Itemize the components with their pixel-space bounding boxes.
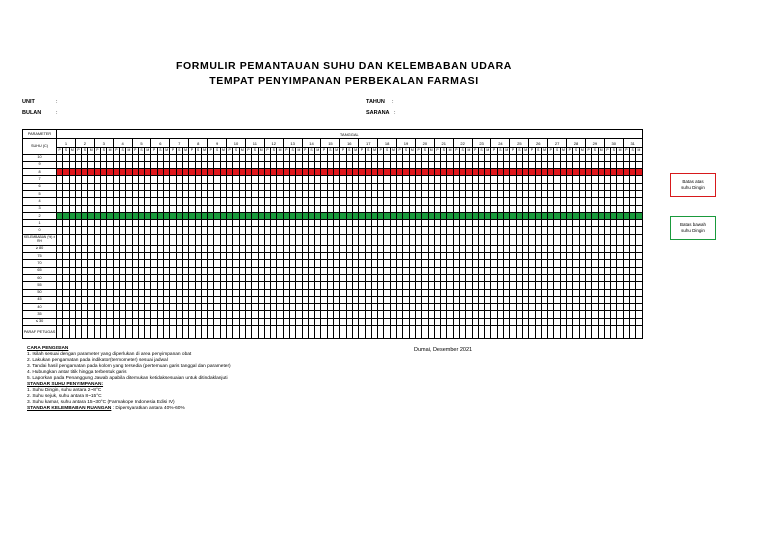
shift-header: S	[478, 148, 484, 155]
shift-header: M	[637, 148, 641, 153]
upper-limit-note	[670, 173, 716, 197]
shift-header: M	[184, 148, 187, 153]
shift-header: M	[108, 148, 112, 153]
header-row	[23, 130, 643, 139]
kelembaban-title: STANDAR KELEMBABAN RUANGAN	[27, 405, 112, 411]
shift-header: S	[63, 148, 69, 155]
day-header: 26	[529, 139, 548, 148]
input-cell[interactable]	[636, 289, 642, 296]
day-header: 6	[151, 139, 170, 148]
shift-header: M	[561, 148, 565, 153]
shift-header: P	[321, 148, 327, 155]
row-label: 8	[23, 169, 57, 176]
shift-header: S	[327, 148, 333, 155]
shift-header: S	[516, 148, 522, 155]
cara-item: 1. Isilah sesuai dengan parameter yang diperlukan di area penyimpanan obat	[27, 351, 192, 357]
day-header: 11	[245, 139, 264, 148]
input-cell[interactable]	[636, 282, 642, 289]
shift-header: P	[189, 148, 195, 155]
kelembaban-standard	[27, 406, 231, 412]
unit-field	[22, 99, 82, 105]
input-cell[interactable]	[636, 198, 642, 205]
shift-header: S	[308, 148, 314, 155]
bulan-colon: :	[56, 110, 58, 116]
shift-header: M	[203, 148, 206, 153]
shift-header: M	[127, 148, 131, 153]
tanggal-header: TANGGAL	[57, 130, 643, 139]
shift-header: S	[630, 148, 636, 155]
humidity-row	[23, 267, 643, 274]
row-label: 4	[23, 198, 57, 205]
suhu-standard-item: 1. Suhu Dingin, suhu antara 2~8°C	[27, 387, 102, 393]
shift-header: M	[278, 148, 282, 153]
instructions	[27, 346, 231, 411]
shift-header: M	[335, 148, 339, 153]
row-label: 3	[23, 205, 57, 212]
day-header: 7	[170, 139, 189, 148]
shift-header: S	[101, 148, 107, 155]
suhu-standard-item: 2. Suhu sejuk, suhu antara 8~15°C	[27, 393, 102, 399]
humidity-row	[23, 245, 643, 252]
lower-limit-line1: Batas bawah	[679, 222, 707, 227]
temp-row	[23, 169, 643, 176]
humidity-row	[23, 289, 643, 296]
kelembaban-text: : Dipersyaratkan antara 40%-60%	[112, 405, 185, 411]
row-label: 2	[23, 212, 57, 219]
row-label: 9	[23, 161, 57, 168]
form-subtitle: TEMPAT PENYIMPANAN PERBEKALAN FARMASI	[209, 75, 479, 87]
shift-header: S	[441, 148, 447, 155]
place-date: Dumai, Desember 2021	[414, 347, 473, 353]
shift-header: S	[422, 148, 428, 155]
sarana-label: SARANA	[366, 110, 390, 116]
row-label: ≥ 80	[23, 245, 57, 252]
shift-header: P	[585, 148, 591, 155]
humidity-label-row	[23, 234, 643, 245]
temp-row	[23, 154, 643, 161]
shift-header: P	[623, 148, 629, 155]
input-cell[interactable]	[636, 296, 642, 303]
paraf-row	[23, 326, 643, 339]
unit-colon: :	[56, 99, 58, 105]
shift-header: M	[599, 148, 603, 153]
input-cell[interactable]	[636, 318, 642, 325]
sarana-colon: :	[394, 110, 396, 116]
shift-header: S	[554, 148, 560, 155]
day-header: 13	[283, 139, 302, 148]
shift-header: S	[384, 148, 390, 155]
shift-header: S	[346, 148, 352, 155]
days-row	[23, 139, 643, 148]
shift-header: P	[151, 148, 157, 155]
temp-row	[23, 183, 643, 190]
input-cell[interactable]	[636, 176, 642, 183]
input-cell[interactable]	[636, 220, 642, 227]
shift-header: M	[391, 148, 395, 153]
temp-row	[23, 220, 643, 227]
shift-header: P	[113, 148, 119, 155]
input-cell[interactable]	[636, 212, 642, 219]
day-header: 20	[415, 139, 434, 148]
day-header: 15	[321, 139, 340, 148]
suhu-standard-item: 3. Suhu kamar, suhu antara 15~30°C (Farmakope Indonesia Edisi IV)	[27, 399, 175, 405]
cara-item: 5. Laporkan pada Penanggung Jawab apabila ditemukan ketidaksesuaian untuk ditindaklanjuti	[27, 375, 228, 381]
shift-header: P	[75, 148, 81, 155]
shift-header: S	[138, 148, 144, 155]
cara-item: 2. Lakukan pengamatan pada indikator(termometer) sesuai jadwal	[27, 357, 168, 363]
cara-item: 4. Hubungkan antar titik hingga terbentuk garis	[27, 369, 127, 375]
bulan-label: BULAN	[22, 110, 42, 116]
shift-header: M	[165, 148, 169, 153]
shift-header: M	[240, 148, 244, 153]
shift-header: M	[146, 148, 150, 153]
shift-header: P	[94, 148, 100, 155]
shift-header: P	[491, 148, 497, 155]
temp-row	[23, 190, 643, 197]
row-label: 50	[23, 289, 57, 296]
day-header: 27	[548, 139, 567, 148]
input-cell[interactable]	[636, 190, 642, 197]
shift-header: S	[119, 148, 125, 155]
input-cell[interactable]	[636, 311, 642, 318]
input-cell[interactable]	[636, 260, 642, 267]
shift-header: P	[359, 148, 365, 155]
day-header: 17	[359, 139, 378, 148]
shift-header: M	[618, 148, 622, 153]
row-label: 0	[23, 227, 57, 234]
row-label: 10	[23, 154, 57, 161]
temp-row	[23, 161, 643, 168]
shift-header: P	[397, 148, 403, 155]
lower-limit-note	[670, 216, 716, 240]
form-title: FORMULIR PEMANTAUAN SUHU DAN KELEMBABAN UDARA	[176, 60, 512, 72]
upper-limit-line2: suhu Dingin	[681, 185, 705, 190]
day-header: 22	[453, 139, 472, 148]
humidity-row	[23, 260, 643, 267]
input-cell[interactable]	[636, 161, 642, 168]
shift-header: S	[252, 148, 258, 155]
shift-header: P	[227, 148, 233, 155]
day-header: 31	[623, 139, 642, 148]
shift-header: S	[176, 148, 182, 155]
input-cell[interactable]	[636, 169, 642, 176]
shift-header: S	[365, 148, 371, 155]
day-header: 1	[57, 139, 76, 148]
monitoring-grid	[22, 129, 643, 339]
row-label: 65	[23, 267, 57, 274]
day-header: 4	[113, 139, 132, 148]
shift-header: M	[316, 148, 320, 153]
row-label: 35	[23, 311, 57, 318]
shift-header: P	[132, 148, 138, 155]
suhu-label: SUHU (C)	[23, 139, 57, 155]
shift-header: S	[535, 148, 541, 155]
day-header: 21	[434, 139, 453, 148]
shift-header: M	[448, 148, 452, 153]
shift-header: S	[157, 148, 163, 155]
row-label: 1	[23, 220, 57, 227]
day-header: 8	[189, 139, 208, 148]
shift-header: M	[297, 148, 301, 153]
shift-header: M	[259, 148, 263, 153]
shift-header: S	[82, 148, 88, 155]
shift-header: M	[89, 148, 93, 153]
input-cell[interactable]	[636, 183, 642, 190]
shift-header: M	[70, 148, 74, 153]
shift-header: M	[354, 148, 358, 153]
row-label: 7	[23, 176, 57, 183]
input-cell[interactable]	[636, 267, 642, 274]
day-header: 19	[397, 139, 416, 148]
day-header: 3	[94, 139, 113, 148]
shift-header: M	[580, 148, 584, 153]
tahun-field	[366, 99, 426, 105]
day-header: 10	[227, 139, 246, 148]
humidity-row	[23, 304, 643, 311]
input-cell[interactable]	[636, 227, 642, 234]
shift-header: P	[302, 148, 308, 155]
day-header: 24	[491, 139, 510, 148]
row-label: 5	[23, 190, 57, 197]
row-label: 60	[23, 274, 57, 281]
suhu-standard-title: STANDAR SUHU PENYIMPANAN:	[27, 381, 104, 387]
cara-title: CARA PENGISIAN	[27, 346, 69, 351]
humidity-row	[23, 282, 643, 289]
humidity-row	[23, 253, 643, 260]
shift-header: M	[467, 148, 471, 153]
shift-header: P	[340, 148, 346, 155]
parameter-header: PARAMETER	[23, 130, 57, 139]
row-label: 40	[23, 304, 57, 311]
shift-header: P	[567, 148, 573, 155]
shift-header: S	[271, 148, 277, 155]
humidity-label: KELEMBABAN (%) ± RH	[23, 234, 57, 245]
shift-header: P	[453, 148, 459, 155]
day-header: 18	[378, 139, 397, 148]
tahun-colon: :	[392, 99, 394, 105]
shift-header: P	[170, 148, 176, 155]
row-label: 45	[23, 296, 57, 303]
shift-header: S	[195, 148, 201, 155]
row-label: 55	[23, 282, 57, 289]
shift-header: P	[208, 148, 214, 155]
row-label: 6	[23, 183, 57, 190]
shift-header: S	[233, 148, 239, 155]
shift-header: S	[214, 148, 220, 155]
day-header: 30	[604, 139, 623, 148]
shift-header: P	[264, 148, 270, 155]
day-header: 5	[132, 139, 151, 148]
paraf-label: PARAF PETUGAS	[23, 326, 57, 339]
day-header: 16	[340, 139, 359, 148]
day-header: 23	[472, 139, 491, 148]
shift-header: M	[429, 148, 433, 153]
temp-row	[23, 176, 643, 183]
temp-row	[23, 198, 643, 205]
shift-header: P	[472, 148, 478, 155]
shift-header: S	[289, 148, 295, 155]
shift-header: S	[611, 148, 617, 155]
temp-row	[23, 212, 643, 219]
input-cell[interactable]	[636, 205, 642, 212]
day-header: 28	[567, 139, 586, 148]
shift-header: P	[57, 148, 63, 155]
unit-label: UNIT	[22, 99, 35, 105]
shift-header: M	[543, 148, 546, 153]
cara-item: 3. Tandai hasil pengamatan pada kolom yang tersedia (pertemuan garis tanggal dan parameter)	[27, 363, 231, 369]
humidity-row	[23, 311, 643, 318]
sarana-field	[366, 110, 426, 116]
day-header: 25	[510, 139, 529, 148]
shift-header: S	[592, 148, 598, 155]
shift-header: P	[604, 148, 610, 155]
day-header: 9	[208, 139, 227, 148]
shift-header: M	[373, 148, 376, 153]
shift-header: M	[524, 148, 528, 153]
day-header: 2	[75, 139, 94, 148]
shift-header: M	[410, 148, 414, 153]
temp-row	[23, 205, 643, 212]
shift-header: P	[378, 148, 384, 155]
tahun-label: TAHUN	[366, 99, 385, 105]
shift-header: S	[403, 148, 409, 155]
input-cell[interactable]	[636, 304, 642, 311]
shift-header: S	[497, 148, 503, 155]
input-cell[interactable]	[636, 245, 642, 252]
input-cell[interactable]	[636, 253, 642, 260]
input-cell[interactable]	[636, 234, 642, 245]
humidity-row	[23, 296, 643, 303]
upper-limit-line1: Batas atas	[682, 179, 704, 184]
row-label: 70	[23, 260, 57, 267]
shift-header: M	[486, 148, 490, 153]
shift-header: P	[283, 148, 289, 155]
temp-row	[23, 227, 643, 234]
humidity-row	[23, 318, 643, 325]
row-label: ≤ 30	[23, 318, 57, 325]
day-header: 14	[302, 139, 321, 148]
shift-header: S	[573, 148, 579, 155]
shift-header: P	[548, 148, 554, 155]
input-cell[interactable]	[636, 154, 642, 161]
shift-header: P	[529, 148, 535, 155]
shift-header: S	[460, 148, 466, 155]
bulan-field	[22, 110, 82, 116]
input-cell[interactable]	[636, 274, 642, 281]
shift-header: P	[415, 148, 421, 155]
shift-header: P	[434, 148, 440, 155]
shift-header: P	[510, 148, 516, 155]
signature-cell[interactable]	[636, 326, 642, 339]
shift-header: P	[245, 148, 251, 155]
lower-limit-line2: suhu Dingin	[681, 228, 705, 233]
row-label: 75	[23, 253, 57, 260]
shift-header: M	[221, 148, 225, 153]
humidity-row	[23, 274, 643, 281]
day-header: 12	[264, 139, 283, 148]
shift-header: M	[505, 148, 509, 153]
day-header: 29	[585, 139, 604, 148]
